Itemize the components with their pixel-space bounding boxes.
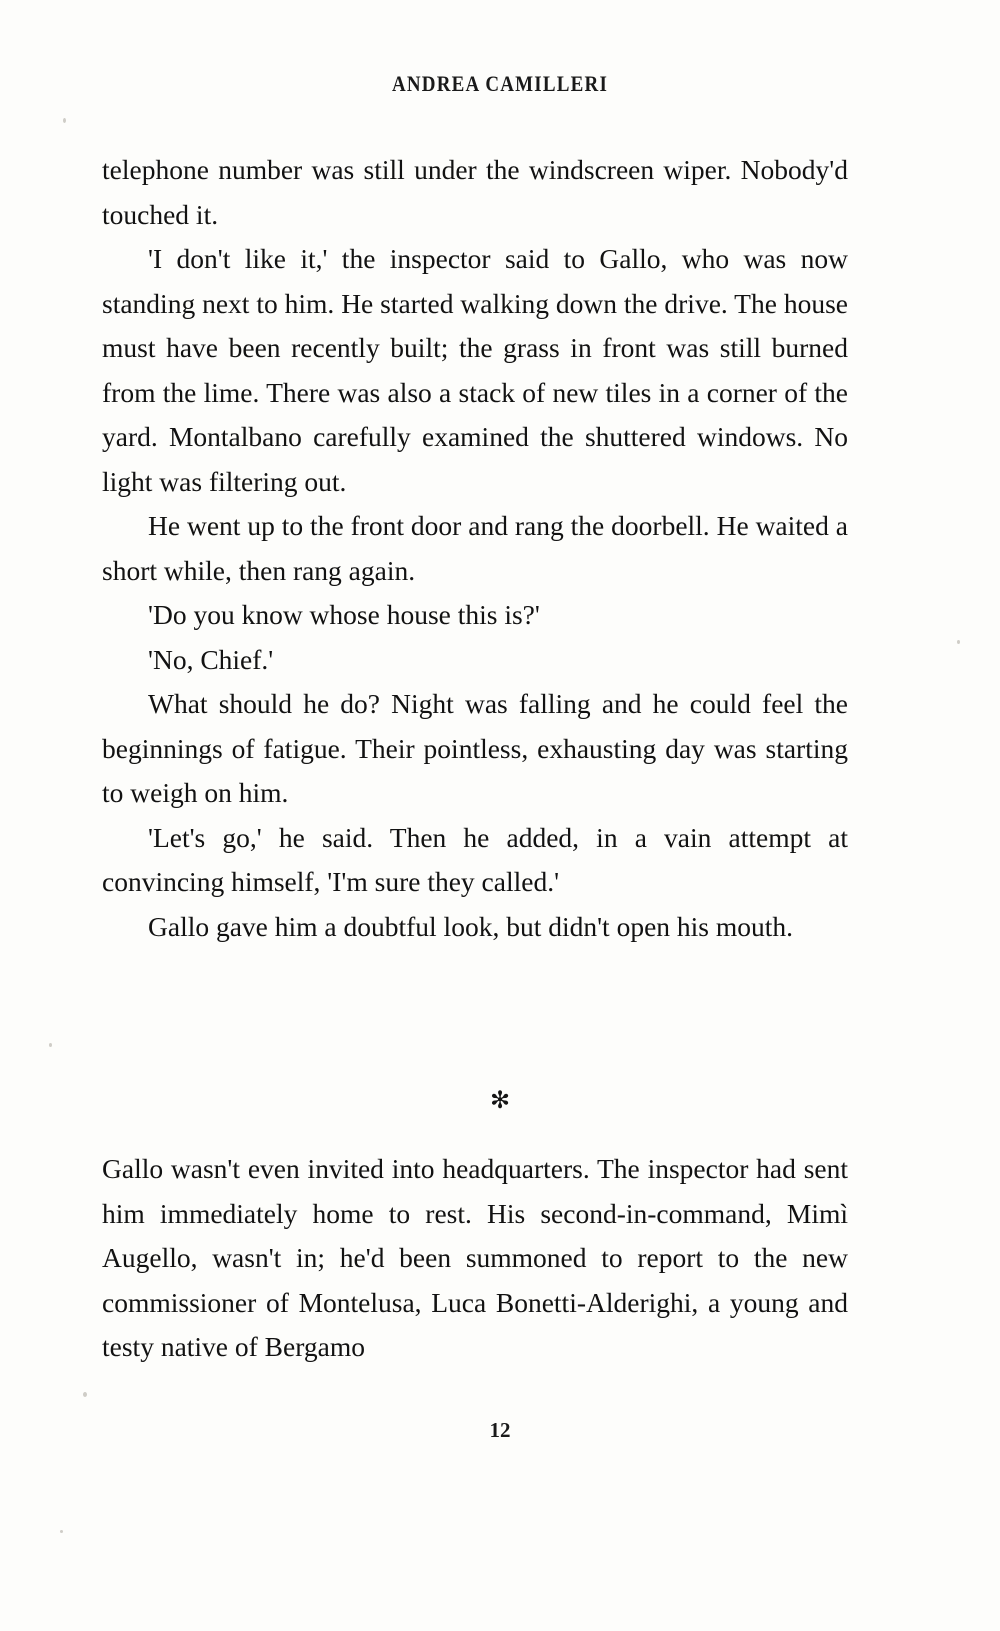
paragraph: 'No, Chief.' [148,643,274,675]
body-text-top [102,148,848,949]
paragraph: He went up to the front door and rang the doorbell. He waited a short while, then rang again. [102,510,848,586]
page-number: 12 [489,1418,511,1442]
body-text-bottom [102,1147,848,1370]
paper-speck [63,118,66,123]
paragraph: telephone number was still under the windscreen wiper. Nobody'd touched it. [102,154,848,230]
paragraph: What should he do? Night was falling and he could feel the beginnings of fatigue. Their pointless, exhausting day was starting to weigh on him. [102,688,848,808]
scene-break-ornament: ✻ [489,1088,511,1114]
running-head-author: ANDREA CAMILLERI [391,72,609,97]
paper-speck [83,1392,87,1397]
paragraph: Gallo wasn't even invited into headquarters. The inspector had sent him immediately home to rest. His second-in-command, Mimì Augello, wasn't in; he'd been summoned to report to the new commissioner of Montelusa, Luca Bonetti-Alderighi, a young and testy native of Bergamo [102,1153,848,1362]
paper-speck [49,1043,52,1047]
paragraph: 'Do you know whose house this is?' [148,599,540,630]
paper-speck [60,1530,63,1533]
paper-speck [957,640,960,644]
paragraph: Gallo gave him a doubtful look, but didn't open his mouth. [148,910,794,942]
paragraph: 'I don't like it,' the inspector said to Gallo, who was now standing next to him. He started walking down the drive. The house must have been recently built; the grass in front was still burned from the lime. There was also a stack of new tiles in a corner of the yard. Montalbano carefully examined the shuttered windows. No light was filtering out. [102,243,848,497]
paragraph: 'Let's go,' he said. Then he added, in a vain attempt at convincing himself, 'I'm sure they called.' [102,821,848,897]
